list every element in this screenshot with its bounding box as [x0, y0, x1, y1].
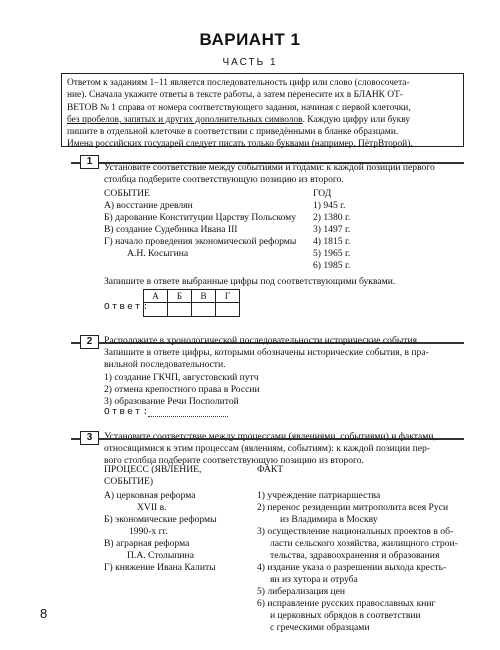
- answer-letter: А: [144, 290, 168, 303]
- question-text-line: Установите соответствие между процессами (явлениями, событиями) и фактами,: [104, 431, 436, 442]
- list-item: 2) 1380 г.: [313, 212, 351, 223]
- column-header: СОБЫТИЕ): [104, 476, 154, 487]
- list-item: Г) начало проведения экономической реформы: [104, 236, 297, 247]
- list-item: Б) дарование Конституции Царству Польскому: [104, 212, 297, 223]
- instruction-line: ВЕТОВ № 1 справа от номера соответствующего задания, начиная с первой клеточки,: [67, 102, 411, 113]
- question-number: 1: [80, 155, 99, 169]
- question-text-line: Установите соответствие между событиями и годами: к каждой позиции первого: [104, 162, 435, 173]
- question-number: 3: [80, 431, 99, 445]
- instruction-line: Ответом к заданиям 1–11 является последовательность цифр или слово (словосочета-: [67, 78, 410, 88]
- list-item: 4) 1815 г.: [313, 236, 351, 247]
- answer-cell[interactable]: [168, 303, 192, 317]
- question-text-line: относящимися к этим процессам (явлениям, событиям): к каждой позиции пер-: [104, 443, 430, 454]
- column-header: СОБЫТИЕ: [104, 188, 150, 199]
- question-text-line: столбца подберите соответствующую позицию из второго.: [104, 174, 344, 185]
- list-item: 3) 1497 г.: [313, 224, 351, 235]
- page-title: ВАРИАНТ 1: [199, 30, 301, 49]
- list-item: и церковных обрядов в соответствии: [270, 610, 421, 621]
- list-item: с греческими образцами: [270, 622, 370, 633]
- list-item: Б) экономические реформы: [104, 514, 217, 525]
- page-number: 8: [40, 606, 48, 621]
- list-item: тельства, здравоохранения и образования: [270, 550, 440, 561]
- list-item: А) церковная реформа: [104, 490, 196, 501]
- instruction-line: Имена российских государей следует писать только буквами (например, ПётрВторой).: [67, 139, 413, 150]
- list-item: В) аграрная реформа: [104, 538, 190, 549]
- answer-instruction: Запишите в ответе выбранные цифры под соответствующими буквами.: [104, 276, 396, 287]
- question-text: [104, 335, 464, 371]
- answer-letter: В: [192, 290, 216, 303]
- list-item: А) восстание древлян: [104, 200, 193, 211]
- instruction-underlined: без пробелов, запятых и других дополнительных символов: [67, 114, 303, 125]
- list-item: XVII в.: [137, 502, 167, 513]
- column-header: ПРОЦЕСС (ЯВЛЕНИЕ,: [104, 464, 202, 475]
- answer-letter: Г: [216, 290, 240, 303]
- question-text: [104, 431, 464, 467]
- question-text-line: Расположите в хронологической последовательности исторические события.: [104, 335, 420, 346]
- question-number: 2: [80, 335, 99, 349]
- instruction-box: [61, 73, 464, 150]
- answer-table: [143, 289, 240, 317]
- column-header: ГОД: [313, 188, 332, 199]
- list-item: А.Н. Косыгина: [127, 248, 189, 259]
- instruction-line: пишите в отдельной клеточке в соответствии с приведёнными в бланке образцами.: [67, 127, 399, 138]
- instruction-line: ние). Сначала укажите ответы в тексте работы, а затем перенесите их в БЛАНК ОТ-: [67, 90, 403, 101]
- list-item: 3) образование Речи Посполитой: [104, 396, 239, 407]
- list-item: 5) 1965 г.: [313, 248, 351, 259]
- answer-label: Ответ:: [104, 301, 151, 312]
- list-item: 1) 945 г.: [313, 200, 346, 211]
- question-text-line: вильной последовательности.: [104, 359, 226, 370]
- instruction-text: . Каждую цифру или букву: [302, 114, 411, 125]
- list-item: 2) отмена крепостного права в России: [104, 384, 260, 395]
- list-item: 1) создание ГКЧП, августовский путч: [104, 372, 259, 383]
- question-separator: [71, 438, 464, 440]
- instruction-line: [67, 114, 458, 126]
- list-item: П.А. Столыпина: [127, 550, 194, 561]
- list-item: из Владимира в Москву: [280, 514, 378, 525]
- list-item: В) создание Судебника Ивана III: [104, 224, 238, 235]
- list-item: Г) княжение Ивана Калиты: [104, 562, 216, 573]
- list-item: 1990-х гг.: [129, 526, 168, 537]
- list-item: 2) перенос резиденции митрополита всея Руси: [257, 502, 449, 513]
- question-text-line: Запишите в ответе цифры, которыми обозначены исторические события, в пра-: [104, 347, 429, 358]
- answer-cell[interactable]: [216, 303, 240, 317]
- answer-label: Ответ:: [104, 406, 151, 417]
- list-item: 3) осуществление национальных проектов в об-: [257, 526, 454, 537]
- part-label: ЧАСТЬ 1: [222, 57, 278, 68]
- list-item: ян из хутора и отруба: [270, 574, 358, 585]
- answer-letter: Б: [168, 290, 192, 303]
- list-item: 6) исправление русских православных книг: [257, 598, 436, 609]
- list-item: ласти сельского хозяйства, жилищного строи-: [270, 538, 458, 549]
- list-item: 5) либерализация цен: [257, 586, 346, 597]
- answer-cell[interactable]: [192, 303, 216, 317]
- answer-line[interactable]: [148, 416, 228, 417]
- question-text: [104, 162, 464, 186]
- column-header: ФАКТ: [257, 464, 284, 475]
- list-item: 6) 1985 г.: [313, 260, 351, 271]
- answer-cell[interactable]: [144, 303, 168, 317]
- list-item: 4) издание указа о разрешении выхода кресть-: [257, 562, 447, 573]
- question-text-line: вого столбца подберите соответствующую позицию из второго.: [104, 455, 364, 466]
- list-item: 1) учреждение патриаршества: [257, 490, 381, 501]
